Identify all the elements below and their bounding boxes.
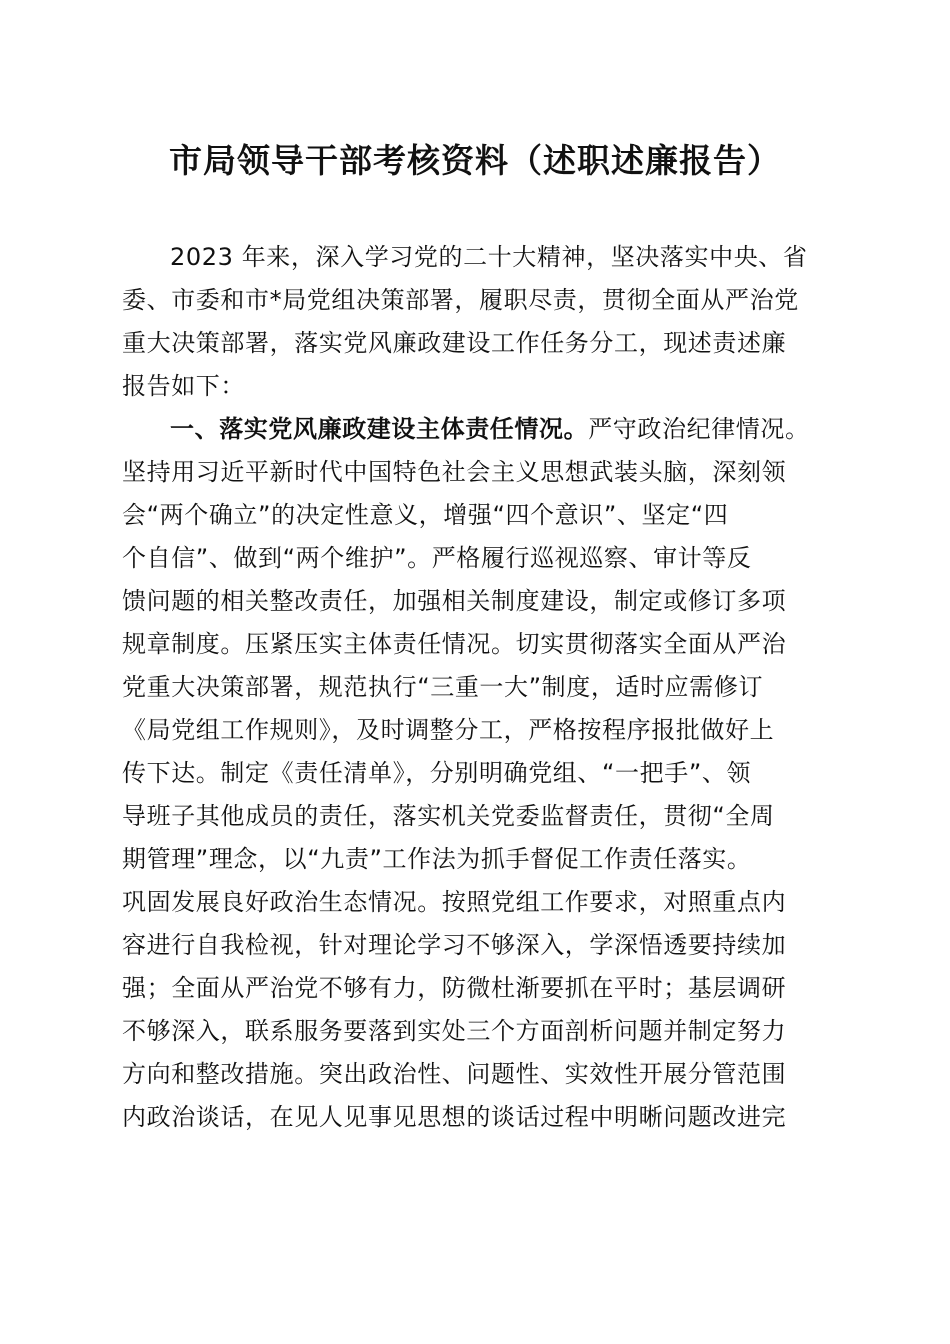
- body-line: 个自信”、做到“两个维护”。严格履行巡视巡察、审计等反: [122, 544, 752, 572]
- body-line: 规章制度。压紧压实主体责任情况。切实贯彻落实全面从严治: [122, 630, 787, 658]
- body-line: 导班子其他成员的责任，落实机关党委监督责任，贯彻“全周: [122, 802, 775, 830]
- body-line: 容进行自我检视，针对理论学习不够深入，学深悟透要持续加: [122, 931, 787, 959]
- intro-line: 报告如下：: [122, 372, 245, 400]
- body-line: 《局党组工作规则》，及时调整分工，严格按程序报批做好上: [122, 716, 775, 744]
- intro-line: 重大决策部署，落实党风廉政建设工作任务分工，现述责述廉: [122, 329, 787, 357]
- body-line: 期管理”理念，以“九责”工作法为抓手督促工作责任落实。: [122, 845, 752, 873]
- body-line: 巩固发展良好政治生态情况。按照党组工作要求，对照重点内: [122, 888, 787, 916]
- body-line: 党重大决策部署，规范执行“三重一大”制度，适时应需修订: [122, 673, 764, 701]
- body-line: 馈问题的相关整改责任，加强相关制度建设，制定或修订多项: [122, 587, 787, 615]
- body-line: 传下达。制定《责任清单》，分别明确党组、“一把手”、领: [122, 759, 752, 787]
- body-line: 会“两个确立”的决定性意义，增强“四个意识”、坚定“四: [122, 501, 729, 529]
- intro-line: 2023 年来，深入学习党的二十大精神，坚决落实中央、省: [170, 243, 808, 271]
- body-line: 内政治谈话，在见人见事见思想的谈话过程中明晰问题改进完: [122, 1103, 787, 1131]
- body-line: 方向和整改措施。突出政治性、问题性、实效性开展分管范围: [122, 1060, 787, 1088]
- section1-first-line: [170, 407, 810, 451]
- body-line: 不够深入，联系服务要落到实处三个方面剖析问题并制定努力: [122, 1017, 787, 1045]
- section1-first-line-rest: 严守政治纪律情况。: [588, 415, 810, 443]
- intro-line: 委、市委和市*局党组决策部署，履职尽责，贯彻全面从严治党: [122, 286, 799, 314]
- section1-heading: 一、落实党风廉政建设主体责任情况。: [170, 415, 589, 443]
- body-line: 坚持用习近平新时代中国特色社会主义思想武装头脑，深刻领: [122, 458, 787, 486]
- document-title: 市局领导干部考核资料（述职述廉报告）: [169, 141, 781, 180]
- body-line: 强；全面从严治党不够有力，防微杜渐要抓在平时；基层调研: [122, 974, 787, 1002]
